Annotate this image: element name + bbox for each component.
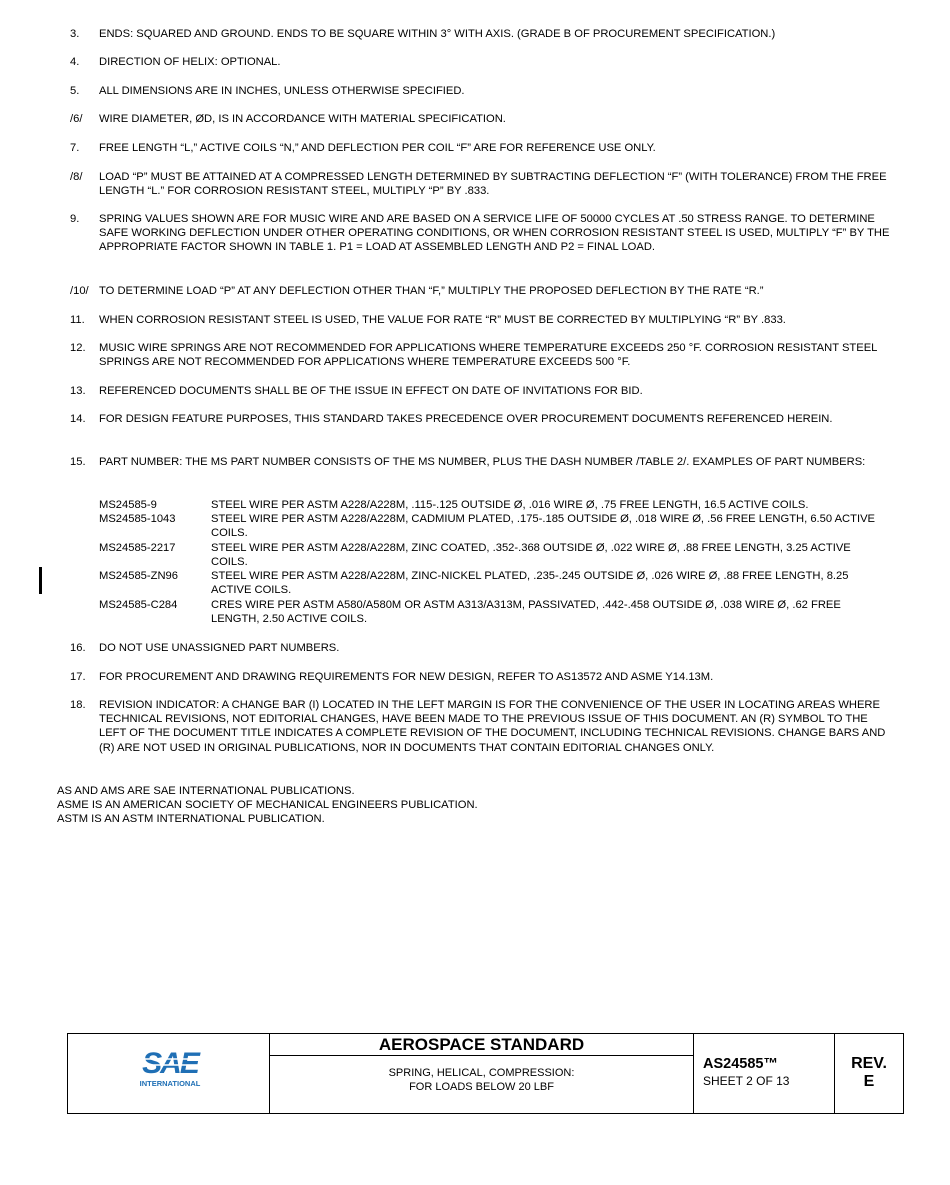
- note-text: SPRING VALUES SHOWN ARE FOR MUSIC WIRE AND ARE BASED ON A SERVICE LIFE OF 50000 CYCLES AT .50 STRESS RANGE. TO DETERMINE SAFE WORKING DEFLECTION UNDER OTHER OPERATING CONDITIONS, OR WHEN CORROSION RESISTANT STEEL IS USED, MULTIPLY “F” BY THE APPROPRIATE FACTOR SHOWN IN TABLE 1. P1 = LOAD AT ASSEMBLED LENGTH AND P2 = FINAL LOAD.: [99, 213, 890, 254]
- note-18: [70, 698, 890, 755]
- document-number-cell: [694, 1034, 835, 1113]
- note-text: FREE LENGTH “L,” ACTIVE COILS “N,” AND DEFLECTION PER COIL “F” ARE FOR REFERENCE USE ONLY.: [99, 142, 656, 154]
- sheet-number: SHEET 2 OF 13: [703, 1074, 790, 1088]
- note-number: 14.: [70, 413, 86, 425]
- example-description: CRES WIRE PER ASTM A580/A580M OR ASTM A313/A313M, PASSIVATED, .442-.458 OUTSIDE Ø, .038 WIRE Ø, .62 FREE LENGTH, 2.50 ACTIVE COILS.: [211, 599, 841, 626]
- sae-logo-subtext: INTERNATIONAL: [139, 1079, 201, 1088]
- note-text: ENDS: SQUARED AND GROUND. ENDS TO BE SQUARE WITHIN 3° WITH AXIS. (GRADE B OF PROCUREMENT SPECIFICATION.): [99, 28, 776, 40]
- note-number: 7.: [70, 142, 80, 154]
- revision-value: E: [863, 1073, 875, 1090]
- note-13: [70, 384, 890, 398]
- publication-note: ASTM IS AN ASTM INTERNATIONAL PUBLICATION.: [57, 813, 325, 825]
- note-text: PART NUMBER: THE MS PART NUMBER CONSISTS OF THE MS NUMBER, PLUS THE DASH NUMBER /TABLE 2/. EXAMPLES OF PART NUMBERS:: [99, 456, 866, 468]
- note-number: 12.: [70, 342, 86, 354]
- note-text: FOR DESIGN FEATURE PURPOSES, THIS STANDARD TAKES PRECEDENCE OVER PROCUREMENT DOCUMENTS REFERENCED HEREIN.: [99, 413, 833, 425]
- note-11: [70, 313, 890, 327]
- note-number: /8/: [70, 171, 83, 183]
- note-number: 13.: [70, 385, 86, 397]
- note-text: DIRECTION OF HELIX: OPTIONAL.: [99, 56, 281, 68]
- revision-label: REV.: [851, 1055, 887, 1072]
- note-text: DO NOT USE UNASSIGNED PART NUMBERS.: [99, 642, 340, 654]
- document-title-line: FOR LOADS BELOW 20 LBF: [409, 1081, 554, 1093]
- example-description: STEEL WIRE PER ASTM A228/A228M, .115-.125 OUTSIDE Ø, .016 WIRE Ø, .75 FREE LENGTH, 16.5 ACTIVE COILS.: [211, 499, 809, 511]
- example-row: [99, 569, 889, 597]
- example-part-number: MS24585-2217: [99, 542, 176, 554]
- title-cell: [270, 1034, 694, 1113]
- note-text: LOAD “P” MUST BE ATTAINED AT A COMPRESSED LENGTH DETERMINED BY SUBTRACTING DEFLECTION “F” (WITH TOLERANCE) FROM THE FREE LENGTH “L.” FOR CORROSION RESISTANT STEEL, MULTIPLY “P” BY .833.: [99, 171, 887, 198]
- publication-note: AS AND AMS ARE SAE INTERNATIONAL PUBLICATIONS.: [57, 785, 355, 797]
- note-text: REFERENCED DOCUMENTS SHALL BE OF THE ISSUE IN EFFECT ON DATE OF INVITATIONS FOR BID.: [99, 385, 643, 397]
- note-text: FOR PROCUREMENT AND DRAWING REQUIREMENTS FOR NEW DESIGN, REFER TO AS13572 AND ASME Y14.13M.: [99, 671, 714, 683]
- change-bar: [39, 567, 42, 594]
- logo-cell: [68, 1034, 270, 1113]
- note-number: /10/: [70, 285, 89, 297]
- example-description: STEEL WIRE PER ASTM A228/A228M, CADMIUM PLATED, .175-.185 OUTSIDE Ø, .018 WIRE Ø, .56 FREE LENGTH, 6.50 ACTIVE COILS.: [211, 513, 875, 540]
- note-number: 17.: [70, 671, 86, 683]
- note-10: [70, 284, 890, 298]
- note-5: [70, 84, 890, 98]
- note-7: [70, 141, 890, 155]
- note-text: WIRE DIAMETER, ØD, IS IN ACCORDANCE WITH MATERIAL SPECIFICATION.: [99, 113, 506, 125]
- publication-note: ASME IS AN AMERICAN SOCIETY OF MECHANICAL ENGINEERS PUBLICATION.: [57, 799, 478, 811]
- title-block: [67, 1033, 904, 1114]
- note-16: [70, 641, 890, 655]
- example-part-number: MS24585-1043: [99, 513, 176, 525]
- sae-logo: [135, 1046, 205, 1094]
- note-12: [70, 341, 890, 369]
- note-number: 18.: [70, 699, 86, 711]
- note-number: 15.: [70, 456, 86, 468]
- sae-logo-mark: SAE: [142, 1047, 198, 1080]
- example-part-number: MS24585-9: [99, 499, 157, 511]
- note-17: [70, 670, 890, 684]
- example-row: [99, 498, 889, 512]
- document-title: [270, 1056, 693, 1094]
- note-number: 3.: [70, 28, 80, 40]
- revision-cell: [835, 1034, 903, 1113]
- standard-type: AEROSPACE STANDARD: [270, 1034, 693, 1056]
- note-number: 4.: [70, 56, 80, 68]
- note-3: [70, 27, 890, 41]
- note-text: TO DETERMINE LOAD “P” AT ANY DEFLECTION OTHER THAN “F,” MULTIPLY THE PROPOSED DEFLECTION BY THE RATE “R.”: [99, 285, 764, 297]
- note-number: 9.: [70, 213, 80, 225]
- note-number: 11.: [70, 314, 85, 326]
- note-number: 16.: [70, 642, 86, 654]
- example-row: [99, 541, 889, 569]
- document-title-line: SPRING, HELICAL, COMPRESSION:: [388, 1067, 575, 1079]
- note-text: REVISION INDICATOR: A CHANGE BAR (I) LOCATED IN THE LEFT MARGIN IS FOR THE CONVENIENCE OF THE USER IN LOCATING AREAS WHERE TECHNICAL REVISIONS, NOT EDITORIAL CHANGES, HAVE BEEN MADE TO THE PREVIOUS ISSUE OF THIS DOCUMENT. AN (R) SYMBOL TO THE LEFT OF THE DOCUMENT TITLE INDICATES A COMPLETE REVISION OF THE DOCUMENT, INCLUDING TECHNICAL REVISIONS. CHANGE BARS AND (R) ARE NOT USED IN ORIGINAL PUBLICATIONS, NOR IN DOCUMENTS THAT CONTAIN EDITORIAL CHANGES ONLY.: [99, 699, 886, 754]
- document-number: AS24585™: [703, 1056, 778, 1072]
- example-part-number: MS24585-C284: [99, 599, 178, 611]
- note-number: 5.: [70, 85, 80, 97]
- note-15: [70, 455, 890, 469]
- example-part-number: MS24585-ZN96: [99, 570, 178, 582]
- note-6: [70, 112, 890, 126]
- example-description: STEEL WIRE PER ASTM A228/A228M, ZINC COATED, .352-.368 OUTSIDE Ø, .022 WIRE Ø, .88 FREE LENGTH, 3.25 ACTIVE COILS.: [211, 542, 851, 569]
- note-9: [70, 212, 890, 255]
- note-4: [70, 55, 890, 69]
- note-text: MUSIC WIRE SPRINGS ARE NOT RECOMMENDED FOR APPLICATIONS WHERE TEMPERATURE EXCEEDS 250 °F. CORROSION RESISTANT STEEL SPRINGS ARE NOT RECOMMENDED FOR APPLICATIONS WHERE TEMPERATURE EXCEEDS 500 °F.: [99, 342, 877, 369]
- example-row: [99, 598, 889, 626]
- example-description: STEEL WIRE PER ASTM A228/A228M, ZINC-NICKEL PLATED, .235-.245 OUTSIDE Ø, .026 WIRE Ø, .88 FREE LENGTH, 8.25 ACTIVE COILS.: [211, 570, 849, 597]
- note-text: ALL DIMENSIONS ARE IN INCHES, UNLESS OTHERWISE SPECIFIED.: [99, 85, 465, 97]
- note-14: [70, 412, 890, 426]
- note-8: [70, 170, 890, 198]
- note-number: /6/: [70, 113, 83, 125]
- note-text: WHEN CORROSION RESISTANT STEEL IS USED, THE VALUE FOR RATE “R” MUST BE CORRECTED BY MULTIPLYING “R” BY .833.: [99, 314, 786, 326]
- example-row: [99, 512, 889, 540]
